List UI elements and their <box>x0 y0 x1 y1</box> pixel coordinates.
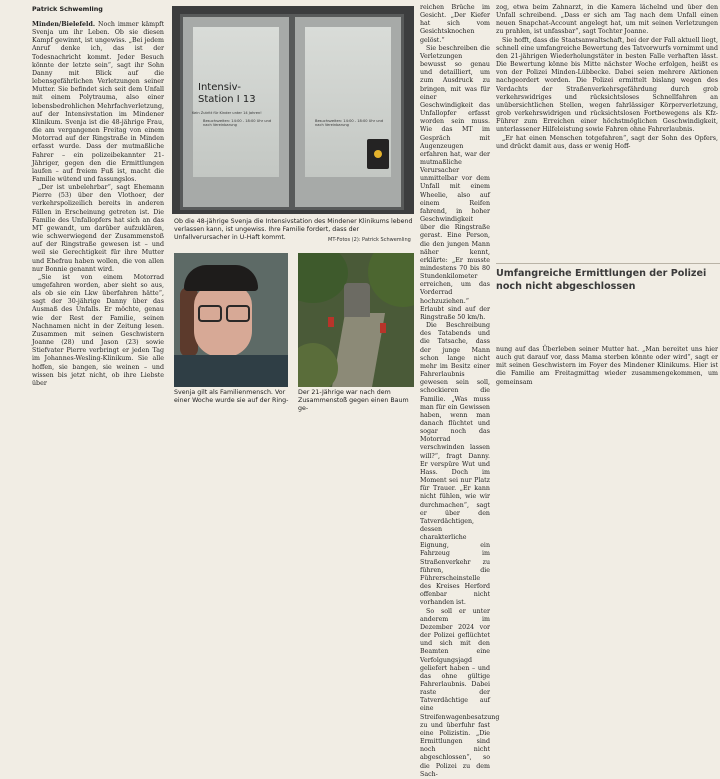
bell-icon <box>374 150 382 158</box>
photo-caption-grave: Der 21-Jährige war nach dem Zusammenstoß gegen einen Baum ge- <box>298 389 409 413</box>
photo-accident-site <box>298 253 414 387</box>
visiting-hours-sign: Besuchszeiten: 14:00 - 18:00 Uhr und nach Vereinbarung <box>203 119 272 128</box>
paragraph-text: Noch immer kämpft Svenja um ihr Leben. Ob sie diesen Kampf gewinnt, ist ungewiss. „Bei jedem Anruf denke ich, das ist der Todesnachricht kommt. Jeder Besuch könnte der letzte sein“, sagt ihr Sohn Danny mit Blick auf die lebensgefährlichen Verletzungen seiner Mutter. Sie befindet sich seit dem Unfall mit einem Polytrauma, also einer lebensbedrohlichen Mehrfachverletzung, auf der Intensivstation im Mindener Klinikum. Svenja ist die 48-jährige Frau, die am vergangenen Freitag von einem Motorrad auf der Ringstraße in Minden erfasst wurde. Dass der mutmaßliche Fahrer – ein polizeibekannter 21-Jähriger, gegen den die Ermittlungen laufen – auf freiem Fuß ist, macht die Familie wütend und fassungslos. <box>32 21 164 183</box>
paragraph: „Er hat einen Menschen totgefahren“, sagt der Sohn des Opfers, und drückt damit aus, dass er wenig Hoff- <box>496 134 718 150</box>
paragraph: Sie hofft, dass die Staatsanwaltschaft, bei der der Fall aktuell liegt, schnell eine umfangreiche Bewertung des Tatvorwurfs vornimmt und den 21-jährigen Wiederholungstäter in besten Falle verhaften lässt. Die Bewertung könne bis Mitte nächster Woche erfolgen, heißt es von der Polizei Minden-Lübbecke. Dabei seien mehrere Aktionen nachgeordert worden. Die Polizei ermittelt bislang wegen des Verdachts der Straßenverkehrsgefährdung durch grob verkehrswidriges und rücksichtsloses Schnellfahren an unübersichtlichen Stellen, wegen fahrlässiger Körperverletzung, grob verkehrswidrigen und rücksichtslosen Fortbewegens als Kfz-Führer zum Erreichen einer höchstmöglichen Geschwindigkeit, unterlassener Hilfeleistung sowie Fahren ohne Fahrerlaubnis. <box>496 36 718 134</box>
station-sign-title: Intensiv- Station I 13 <box>198 82 256 105</box>
article-column-4 <box>496 4 718 262</box>
subheadline-rule <box>496 263 720 264</box>
paragraph: zog, etwa beim Zahnarzt, in die Kamera lächelnd und über den Unfall schreibend. „Dass er sich am Tag nach dem Unfall einen neuen Snapchat-Account angelegt hat, um mit seinen Verletzungen zu prahlen, ist unfassbar“, sagt Tochter Joanne. <box>496 4 718 36</box>
cap <box>184 265 258 291</box>
paragraph: reichen Brüche im Gesicht. „Der Kiefer hat sich vom Gesichtsknochen gelöst.“ <box>420 4 490 44</box>
author-byline: Patrick Schwemling <box>32 5 103 13</box>
visiting-hours-sign-2: Besuchszeiten: 14:00 - 18:00 Uhr und nach Vereinbarung <box>315 119 384 128</box>
subheadline: Umfangreiche Ermittlungen der Polizei noch nicht abgeschlossen <box>496 268 707 292</box>
bush <box>298 253 348 303</box>
door-right <box>292 14 404 210</box>
paragraph <box>32 21 164 184</box>
paragraph: „Sie ist von einem Motorrad umgefahren worden, aber sieht so aus, als ob sie ein Lkw überfahren hätte“, sagt der 30-jährige Danny über das Ausmaß des Unfalls. Er möchte, genau wie der Rest der Familie, seinen Nachnamen nicht in der Zeitung lesen. Zusammen mit seinen Geschwistern Joanne (28) und Jason (23) sowie Stiefvater Pierre verbringt er jeden Tag im Johannes-Wesling-Klinikum. Sie alle hoffen, sie bangen, sie weinen – und wissen bis jetzt nicht, ob ihre Liebste über <box>32 273 164 387</box>
paragraph: So soll er unter anderem im Dezember 2024 vor der Polizei geflüchtet und sich mit den Beamten eine Verfolgungsjagd geliefert haben – und das ohne gültige Fahrerlaubnis. Dabei raste der Tatverdächtige auf eine Streifenwagenbesatzung zu und überfuhr fast eine Polizistin. „Die Ermittlungen sind noch nicht abgeschlossen“, so die Polizei zu dem Sach- <box>420 607 500 778</box>
photo-caption-main: Ob die 48-jährige Svenja die Intensivstation des Mindener Klinikums lebend verlassen kann, ist ungewiss. Ihre Familie fordert, dass der Unfallverursacher in U-Haft kommt. <box>174 218 413 242</box>
candle-icon <box>328 317 334 327</box>
paragraph: „Der ist unbelehrbar“, sagt Ehemann Pierre (53) über den Vlothoer, der verkehrspolizeilich bereits in anderen Fällen in Erscheinung getreten ist. Die Familie des Unfallopfers hat sich an das MT gewandt, um darüber aufzuklären, wie schwerwiegend der Zusammenstoß auf der Ringstraße gewesen ist – und weil sie Gerechtigkeit für ihre Mutter und Ehefrau haben wollen, die von allen nur Bonnie genannt wird. <box>32 184 164 273</box>
shirt <box>174 355 288 387</box>
paragraph: Sie beschreiben die Verletzungen bewusst so genau und detailliert, um zum Ausdruck zu bringen, mit was für einer Geschwindigkeit das Unfallopfer erfasst worden sein muss. Wie das MT im Gespräch mit Augenzeugen erfahren hat, war der mutmaßliche Verursacher unmittelbar vor dem Unfall mit einem Wheelie, also auf einem Reifen fahrend, in hoher Geschwindigkeit über die Ringstraße gerast. Eine Person, die den jungen Mann näher kennt, erklärte: „Er musste mindestens 70 bis 80 Stundenkilometer erreichen, um das Vorderrad hochzuziehen.“ Erlaubt sind auf der Ringstraße 50 km/h. <box>420 44 490 321</box>
bell-plate <box>367 139 389 169</box>
bush <box>368 253 414 307</box>
glasses-icon <box>198 305 250 319</box>
bush <box>298 343 338 387</box>
candle-icon <box>380 323 386 333</box>
station-sign-note: Kein Zutritt für Kinder unter 14 Jahren! <box>192 111 262 115</box>
photo-intensive-care-door <box>172 6 414 214</box>
paragraph: nung auf das Überleben seiner Mutter hat. „Man bereitet uns hier auch gut darauf vor, dass Mama sterben könnte oder wird“, sagt er mit seinen Geschwistern im Foyer des Mindener Klinikums. Hier ist die Familie am Freitagmittag wieder zusammengekommen, um gemeinsam <box>496 346 718 386</box>
door-glass <box>305 27 391 177</box>
paragraph: Die Beschreibung des Tatabends und die Tatsache, dass der junge Mann schon lange nicht mehr im Besitz einer Fahrerlaubnis gewesen sein soll, schockieren die Familie. „Was muss man für ein Gewissen haben, wenn man danach flüchtet und sogar noch das Motorrad verschwinden lassen will?“, fragt Danny. Er verspüre Wut und Hass. Doch im Moment sei nur Platz für Trauer. „Er kann nicht fühlen, wie wir durchmachen“, sagt er über den Tatverdächtigen, dessen charakterliche Eignung, ein Fahrzeug im Straßenverkehr zu führen, die Führerscheinstelle des Kreises Herford offenbar nicht vorhanden ist. <box>420 322 490 607</box>
path <box>331 313 385 387</box>
memorial-stone <box>344 283 370 317</box>
article-column-3 <box>420 4 500 779</box>
dateline: Minden/Bielefeld. <box>32 21 96 28</box>
article-column-4-continued <box>496 346 718 387</box>
photo-caption-portrait: Svenja gilt als Familienmensch. Vor einer Woche wurde sie auf der Ring- <box>174 389 289 405</box>
photo-portrait-svenja <box>174 253 288 387</box>
photo-credit: MT-Fotos (2): Patrick Schwemling <box>328 237 411 243</box>
article-column-1 <box>32 21 164 388</box>
